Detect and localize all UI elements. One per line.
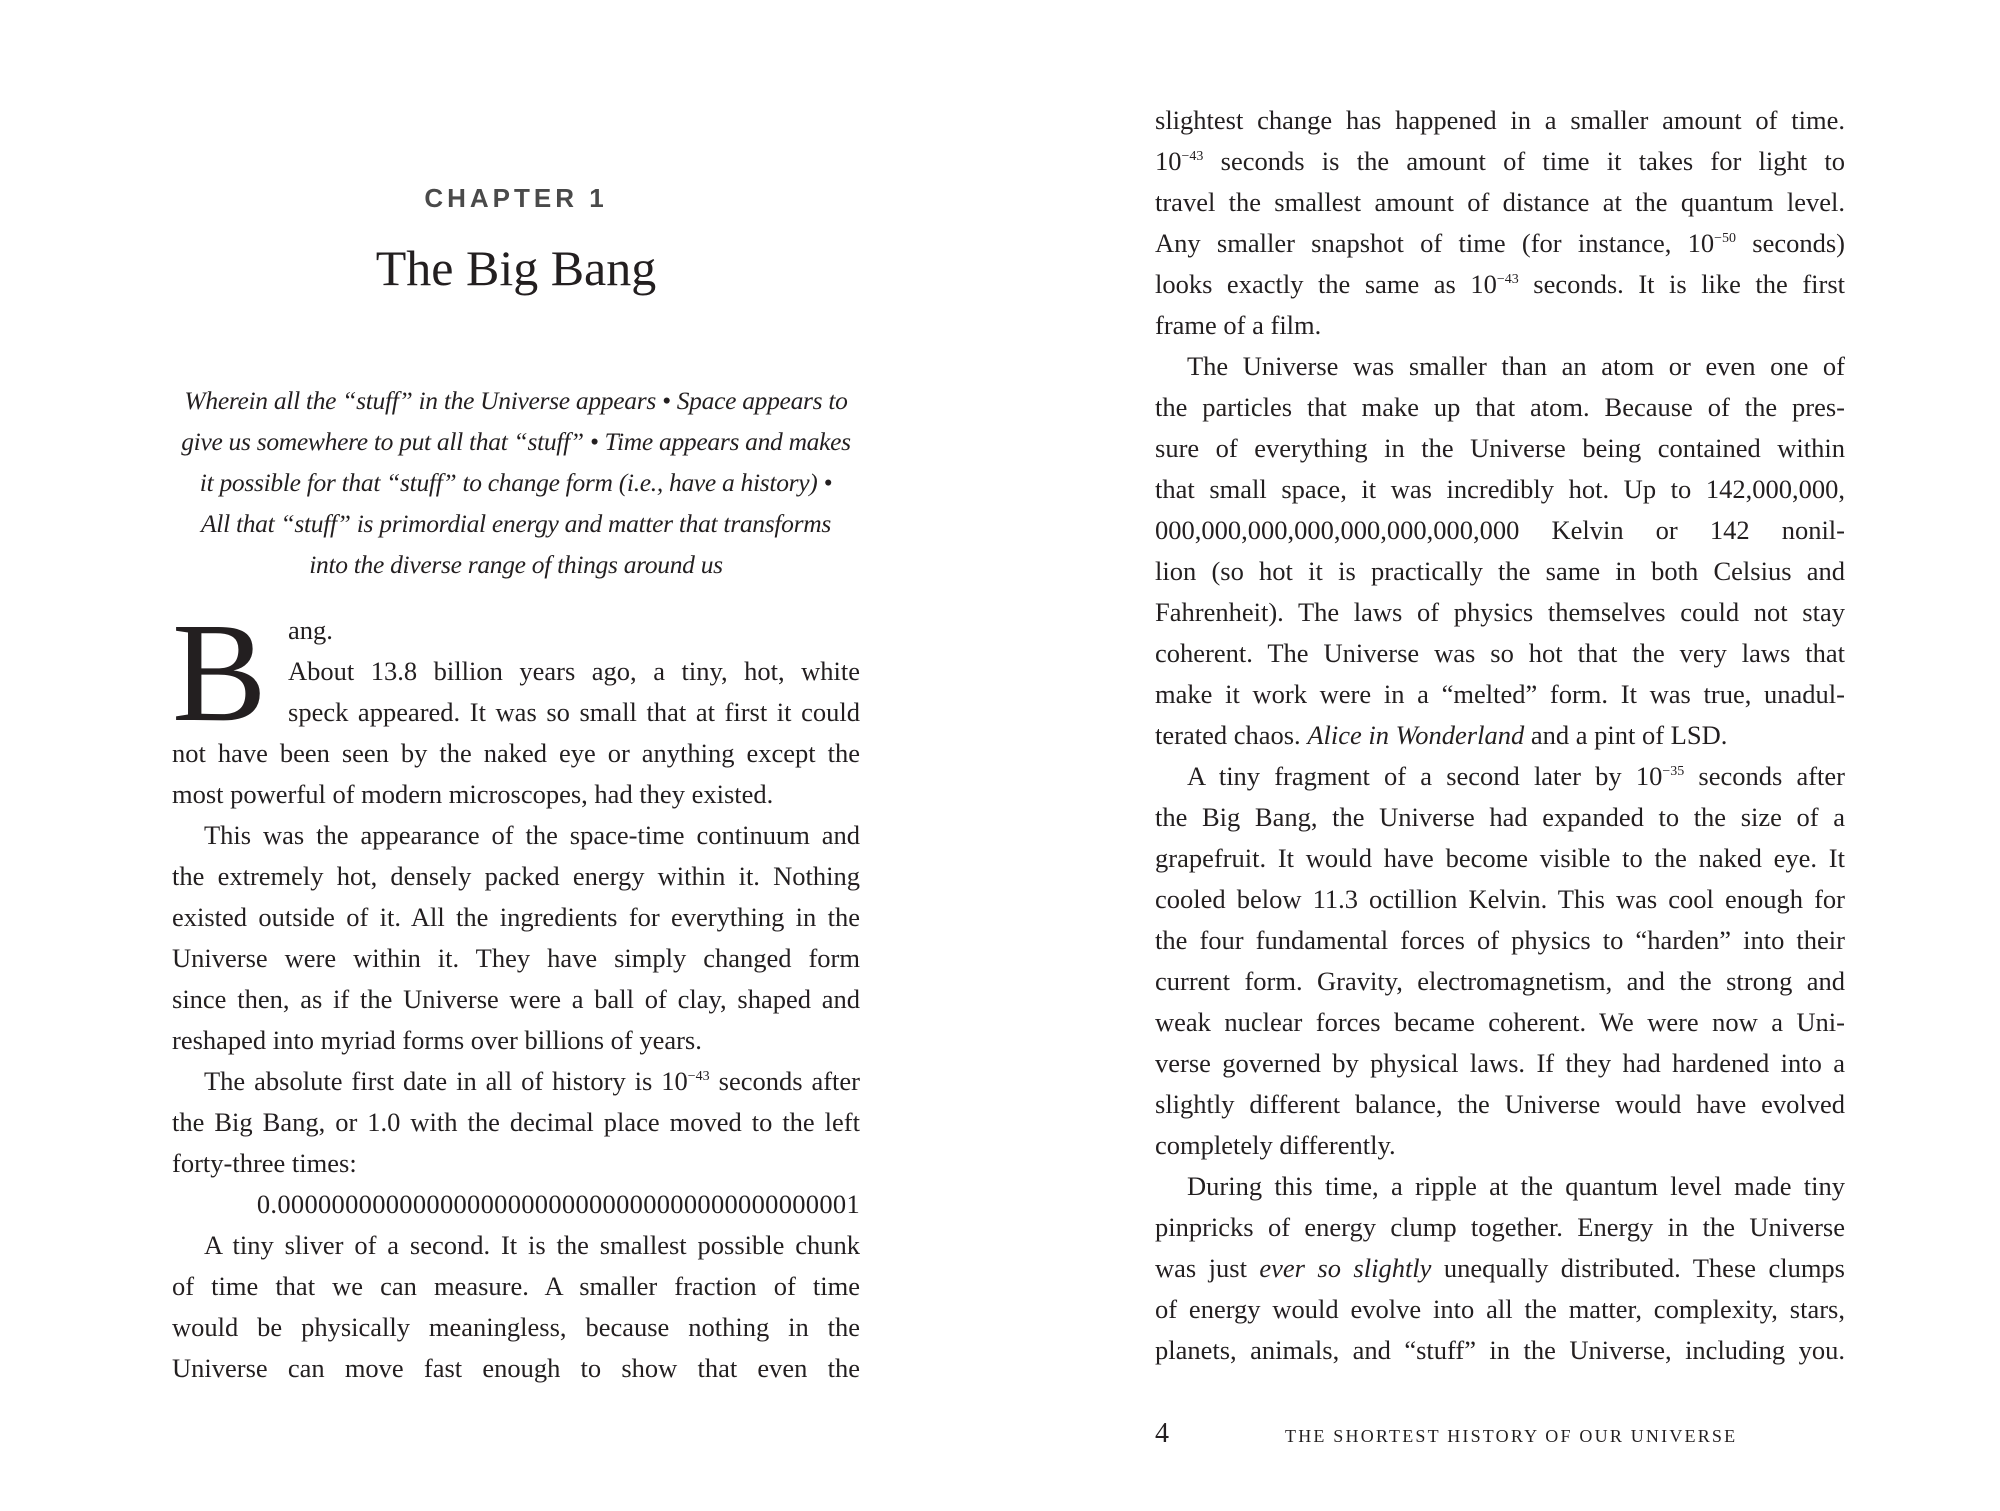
text-line: 000,000,000,000,000,000,000,000 Kelvin or 142 nonil-	[1155, 515, 1845, 545]
text-line: the extremely hot, densely packed energy within it. Nothing	[172, 861, 860, 891]
text-line: was just ever so slightly unequally distributed. These clumps	[1155, 1253, 1845, 1283]
paragraph-opening	[172, 593, 860, 815]
text-line: A tiny fragment of a second later by $10^{-35}$ seconds after	[1187, 761, 1846, 791]
text-line: About 13.8 billion years ago, a tiny, hot, white	[288, 656, 860, 686]
page-number: 4	[1155, 1418, 1169, 1449]
text-line: slightly different balance, the Universe would have evolved	[1155, 1089, 1845, 1119]
text-line: lion (so hot it is practically the same in both Celsius and	[1155, 556, 1845, 586]
book-title: Alice in Wonderland	[1307, 720, 1525, 750]
text-line: current form. Gravity, electromagnetism, and the strong and	[1155, 966, 1845, 996]
exponent: −35	[1662, 764, 1685, 779]
epigraph-line: Wherein all the “stuff” in the Universe appears • Space appears to	[184, 386, 848, 415]
text-line: Any smaller snapshot of time (for instance, $10^{-50}$ seconds)	[1155, 228, 1845, 258]
text-line: pinpricks of energy clump together. Energy in the Universe	[1155, 1212, 1845, 1242]
running-head: THE SHORTEST HISTORY OF OUR UNIVERSE	[1285, 1426, 1738, 1446]
paragraph	[1155, 100, 1845, 346]
paragraph	[172, 815, 860, 1061]
text-line: most powerful of modern microscopes, had they existed.	[172, 779, 774, 809]
right-body-text	[1155, 100, 1845, 1371]
text-line: verse governed by physical laws. If they had hardened into a	[1155, 1048, 1845, 1078]
text-line: The Universe was smaller than an atom or even one of	[1187, 351, 1845, 381]
epigraph-line: give us somewhere to put all that “stuff” • Time appears and makes	[181, 427, 851, 456]
text-line: speck appeared. It was so small that at first it could	[288, 697, 860, 727]
text-line: $10^{-43}$ seconds is the amount of time it takes for light to	[1155, 146, 1845, 176]
paragraph	[172, 1225, 860, 1389]
text-line: weak nuclear forces became coherent. We were now a Uni-	[1155, 1007, 1845, 1037]
chapter-label: CHAPTER 1	[424, 183, 608, 213]
text-line: make it work were in a “melted” form. It was true, unadul-	[1155, 679, 1845, 709]
text-line: cooled below 11.3 octillion Kelvin. This was cool enough for	[1155, 884, 1845, 914]
text-line: slightest change has happened in a smaller amount of time.	[1155, 105, 1845, 135]
text-line: frame of a film.	[1155, 310, 1322, 340]
text-line: not have been seen by the naked eye or anything except the	[172, 738, 860, 768]
text-line: the Big Bang, or 1.0 with the decimal place moved to the left	[172, 1107, 860, 1137]
drop-cap: B	[172, 593, 267, 751]
text-line: The absolute first date in all of history is $10^{-43}$ seconds after	[204, 1066, 861, 1096]
left-body-text	[172, 593, 861, 1389]
text-line: of energy would evolve into all the matter, complexity, stars,	[1155, 1294, 1845, 1324]
chapter-epigraph	[172, 380, 860, 585]
text-line: since then, as if the Universe were a ball of clay, shaped and	[172, 984, 860, 1014]
text-line: the four fundamental forces of physics to “harden” into their	[1155, 925, 1845, 955]
epigraph-line: it possible for that “stuff” to change form (i.e., have a history) •	[199, 468, 833, 497]
text-line: that small space, it was incredibly hot. Up to 142,000,000,	[1155, 474, 1845, 504]
emphasis: ever so slightly	[1259, 1253, 1432, 1283]
text-line: planets, animals, and “stuff” in the Universe, including you.	[1155, 1335, 1845, 1365]
decimal-number: 0.0000000000000000000000000000000000000000001	[256, 1189, 860, 1219]
text-line: travel the smallest amount of distance at the quantum level.	[1155, 187, 1845, 217]
paragraph	[172, 1061, 860, 1225]
text-line: coherent. The Universe was so hot that the very laws that	[1155, 638, 1845, 668]
text-line: Universe were within it. They have simply changed form	[172, 943, 860, 973]
text-line: the Big Bang, the Universe had expanded to the size of a	[1155, 802, 1845, 832]
epigraph-line: All that “stuff” is primordial energy and matter that transforms	[201, 509, 831, 538]
paragraph	[1155, 1166, 1845, 1371]
text-line: sure of everything in the Universe being contained within	[1155, 433, 1845, 463]
paragraph	[1155, 346, 1845, 756]
text-line: forty-three times:	[172, 1148, 357, 1178]
text-line: completely differently.	[1155, 1130, 1396, 1160]
paragraph	[1155, 756, 1845, 1166]
text-line: grapefruit. It would have become visible to the naked eye. It	[1155, 843, 1845, 873]
text-line: the particles that make up that atom. Because of the pres-	[1155, 392, 1845, 422]
epigraph-line: into the diverse range of things around us	[309, 550, 723, 579]
exponent: −50	[1714, 231, 1736, 246]
chapter-title: The Big Bang	[375, 240, 657, 296]
right-page	[1155, 0, 1845, 1511]
text-line: Fahrenheit). The laws of physics themselves could not stay	[1155, 597, 1845, 627]
text-line: This was the appearance of the space-time continuum and	[204, 820, 860, 850]
left-page	[172, 0, 860, 1511]
text-line: looks exactly the same as $10^{-43}$ seconds. It is like the first	[1155, 269, 1846, 299]
text-line: A tiny sliver of a second. It is the smallest possible chunk	[204, 1230, 860, 1260]
text-line: would be physically meaningless, because nothing in the	[172, 1312, 860, 1342]
text-line: terated chaos. Alice in Wonderland and a pint of LSD.	[1155, 720, 1728, 750]
exponent: −43	[1496, 272, 1519, 287]
text-line: reshaped into myriad forms over billions of years.	[172, 1025, 702, 1055]
text-line: During this time, a ripple at the quantum level made tiny	[1187, 1171, 1845, 1201]
text-line: of time that we can measure. A smaller fraction of time	[172, 1271, 860, 1301]
text-line: existed outside of it. All the ingredients for everything in the	[172, 902, 860, 932]
exponent: −43	[1181, 149, 1204, 164]
text-line: Universe can move fast enough to show that even the	[172, 1353, 860, 1383]
text-line: ang.	[288, 615, 333, 645]
exponent: −43	[687, 1069, 710, 1084]
